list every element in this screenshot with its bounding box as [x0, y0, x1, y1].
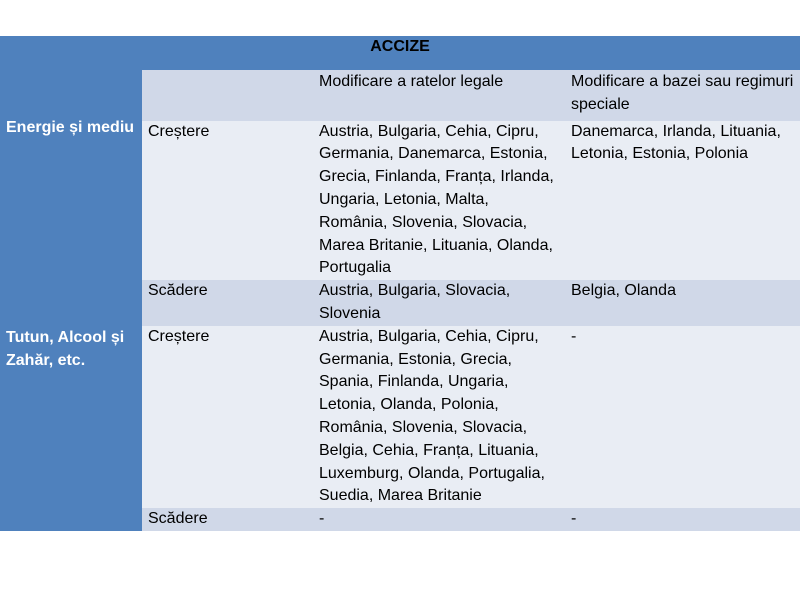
- change-label: Creștere: [148, 122, 210, 140]
- header-change-label: [142, 70, 313, 75]
- legal-rates-cell: [313, 280, 565, 326]
- table-title: ACCIZE: [0, 36, 800, 70]
- header-legal-rates-label: Modificare a ratelor legale: [319, 73, 504, 90]
- legal-rates-text: Austria, Bulgaria, Slovacia, Slovenia: [319, 282, 511, 322]
- base-regimes-cell: [565, 280, 800, 326]
- base-regimes-text: -: [571, 510, 577, 528]
- accize-table: [0, 36, 800, 531]
- change-cell: [142, 121, 313, 281]
- legal-rates-text: Austria, Bulgaria, Cehia, Cipru, Germania, Danemarca, Estonia, Grecia, Finlanda, Franța, Irlanda, Ungaria, Letonia, Malta, România, Slovenia, Slovacia, Marea Britanie, Lituania, Olanda, Portugalia: [319, 122, 554, 277]
- table-row: [0, 326, 800, 508]
- legal-rates-cell: [313, 508, 565, 531]
- base-regimes-text: Belgia, Olanda: [571, 282, 676, 300]
- category-energie-label: Energie și mediu: [6, 119, 135, 136]
- base-regimes-cell: [565, 508, 800, 531]
- header-cell-base-regimes: [565, 70, 800, 121]
- change-cell: [142, 326, 313, 508]
- category-cell: [0, 70, 142, 326]
- table-title-row: [0, 36, 800, 70]
- legal-rates-cell: [313, 121, 565, 281]
- header-base-regimes-label: Modificare a bazei sau regimuri speciale: [571, 73, 794, 113]
- legal-rates-cell: [313, 326, 565, 508]
- base-regimes-text: -: [571, 327, 577, 345]
- category-cell: [0, 326, 142, 531]
- legal-rates-text: -: [319, 510, 325, 528]
- header-cell-change: [142, 70, 313, 121]
- category-tutun-label: Tutun, Alcool și Zahăr, etc.: [6, 328, 125, 369]
- header-cell-legal-rates: [313, 70, 565, 121]
- change-cell: [142, 280, 313, 326]
- change-label: Scădere: [148, 510, 208, 528]
- base-regimes-cell: [565, 326, 800, 508]
- base-regimes-text: Danemarca, Irlanda, Lituania, Letonia, Estonia, Polonia: [571, 122, 781, 163]
- change-label: Creștere: [148, 327, 210, 345]
- base-regimes-cell: [565, 121, 800, 281]
- change-label: Scădere: [148, 282, 208, 300]
- legal-rates-text: Austria, Bulgaria, Cehia, Cipru, Germania, Estonia, Grecia, Spania, Finlanda, Ungaria, Letonia, Olanda, Polonia, România, Slovenia, Slovacia, Belgia, Cehia, Franța, Lituania, Luxemburg, Olanda, Portugalia, Suedia, Marea Britanie: [319, 327, 545, 505]
- table-header-row: [0, 70, 800, 121]
- change-cell: [142, 508, 313, 531]
